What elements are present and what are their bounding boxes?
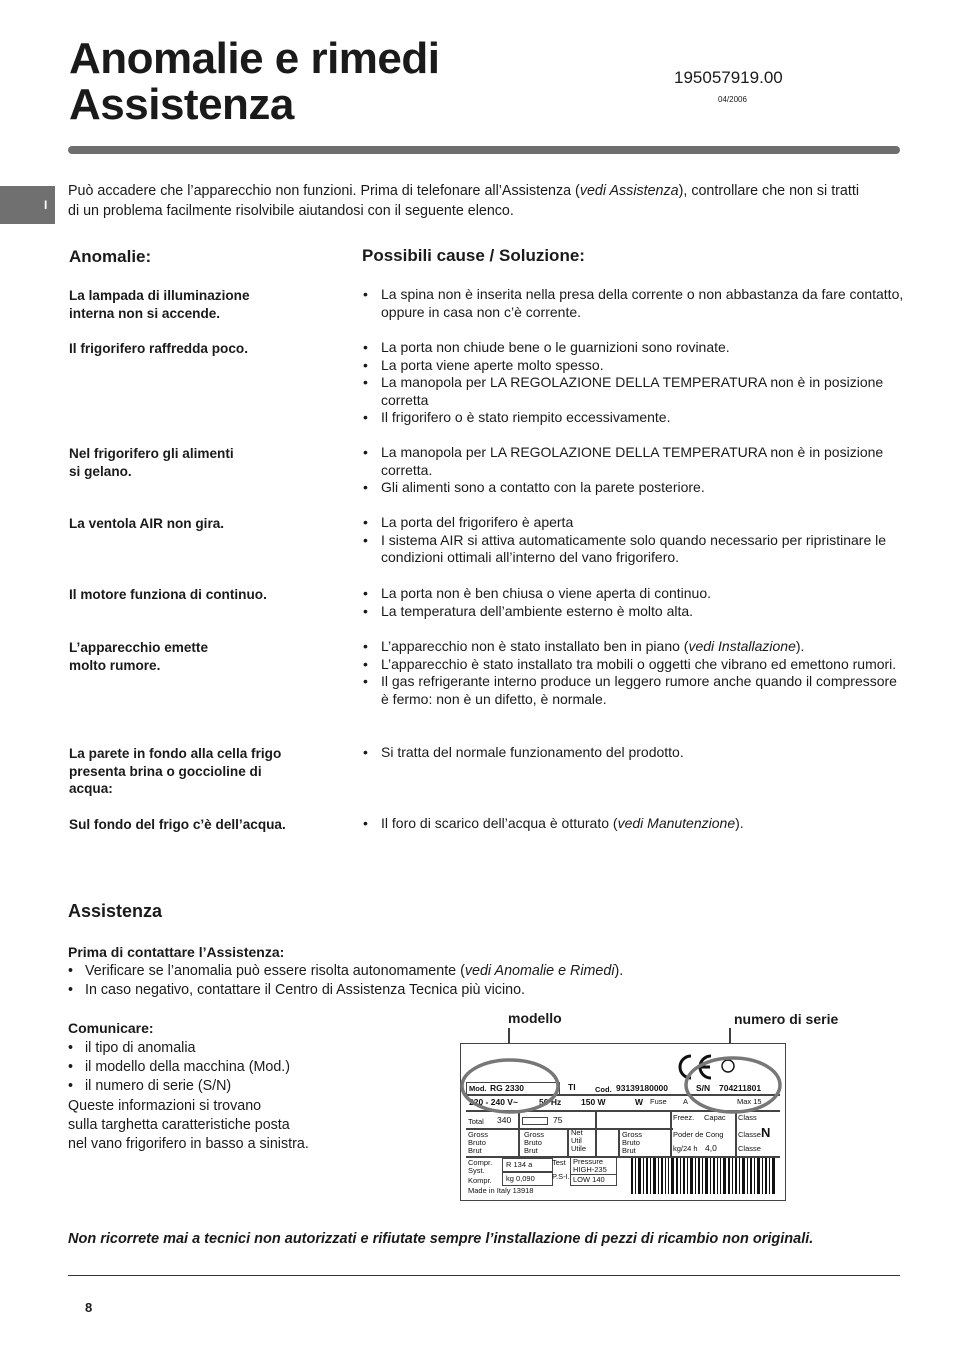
cause-item [362, 357, 907, 375]
model-label: modello [508, 1010, 562, 1026]
anomaly-text: L’apparecchio emette molto rumore. [69, 640, 209, 673]
communicate-label: Comunicare: [68, 1020, 154, 1036]
side-tab-label: I [44, 198, 48, 212]
communicate-list [68, 1039, 418, 1096]
cause-item [362, 532, 907, 567]
cause-text-end: ). [735, 815, 744, 831]
gross-label-3: Gross Bruto Brut [622, 1130, 643, 1155]
total-value: 340 [497, 1115, 512, 1125]
low-value: LOW 140 [573, 1175, 605, 1184]
cause-text-end: ). [795, 638, 805, 654]
total-label: Total [468, 1117, 484, 1126]
w2-value: W [635, 1097, 644, 1107]
anomaly-text: Il motore funziona di continuo. [69, 587, 267, 602]
cause-text: Gli alimenti sono a contatto con la parete posteriore. [381, 479, 705, 495]
before-contact-text-end: ). [614, 963, 624, 979]
anomaly-text: Sul fondo del frigo c’è dell’acqua. [69, 817, 286, 832]
star-rating-box [522, 1117, 548, 1125]
cause-text: La manopola per LA REGOLAZIONE DELLA TEMPERATURA non è in posizione corretta [381, 374, 884, 408]
freez-label: Freez. [673, 1113, 695, 1122]
classe-label-2: Classe [738, 1144, 761, 1153]
before-contact-list [68, 962, 908, 1000]
cause-text: Si tratta del normale funzionamento del prodotto. [381, 744, 684, 760]
model-highlight-ellipse [458, 1055, 562, 1117]
communicate-item: • il modello della macchina (Mod.) [68, 1058, 418, 1077]
voltage-value: 220 - 240 V~ [469, 1097, 518, 1107]
before-contact-item [68, 981, 908, 1000]
cause-item [362, 673, 907, 708]
cause-reference: vedi Installazione [688, 638, 796, 654]
intro-paragraph [68, 181, 868, 221]
pressure-value: Pressure HIGH-235 [573, 1157, 607, 1174]
causes-list [362, 444, 907, 497]
before-contact-label: Prima di contattare l’Assistenza: [68, 944, 285, 960]
cause-text: Il frigorifero o è stato riempito eccessivamente. [381, 409, 671, 425]
cause-item [362, 514, 907, 532]
cause-item [362, 339, 907, 357]
gross-label-1: Gross Bruto Brut [468, 1130, 489, 1155]
sn-label: S/N [696, 1083, 711, 1093]
communicate-item: • il numero di serie (S/N) [68, 1077, 418, 1096]
anomalies-heading: Anomalie: [69, 247, 152, 266]
kompr-label: Kompr. [468, 1176, 492, 1185]
cause-item [362, 585, 907, 603]
cause-item [362, 374, 907, 409]
mod-value: RG 2330 [490, 1083, 525, 1093]
language-side-tab [0, 186, 55, 224]
cause-text: La porta non è ben chiusa o viene aperta di continuo. [381, 585, 712, 601]
kg24-label: kg/24 h [673, 1144, 698, 1153]
causes-list [362, 744, 907, 762]
test-label: Test [552, 1158, 566, 1167]
cause-text: L’apparecchio non è stato installato ben in piano ( [381, 638, 689, 654]
cause-reference: vedi Manutenzione [617, 815, 736, 831]
kg-value: kg 0,090 [506, 1174, 535, 1183]
capac-label: Capac [704, 1113, 726, 1122]
causes-list [362, 286, 907, 321]
gross-label-2: Gross Bruto Brut [524, 1130, 545, 1155]
anomaly-text: Il frigorifero raffredda poco. [69, 341, 249, 356]
cod-label: Cod. [595, 1085, 612, 1094]
cause-item [362, 815, 907, 833]
cause-item [362, 656, 907, 674]
cause-item [362, 409, 907, 427]
hz-value: 50 Hz [539, 1097, 562, 1107]
cause-text: La porta non chiude bene o le guarnizioni sono rovinate. [381, 339, 730, 355]
fuse-label: Fuse [650, 1097, 667, 1106]
watt-value: 150 W [581, 1097, 606, 1107]
before-contact-text: Verificare se l’anomalia può essere risolta autonomamente ( [85, 963, 465, 979]
cause-text: La temperatura dell’ambiente esterno è molto alta. [381, 602, 694, 619]
net-label: Net Util Utile [571, 1128, 587, 1153]
cause-item [362, 603, 907, 621]
plate-vrule-1 [518, 1112, 520, 1158]
mod-label: Mod. [469, 1084, 487, 1093]
sn-value: 704211801 [719, 1083, 762, 1093]
plate-vrule-3 [595, 1112, 597, 1158]
made-in-label: Made in Italy 13918 [468, 1186, 534, 1195]
title-line-1: Anomalie e rimedi [69, 34, 440, 83]
page-title [69, 36, 440, 128]
cause-text: La porta del frigorifero è aperta [381, 514, 574, 530]
barcode-icon [631, 1158, 779, 1196]
warning-note: Non ricorrete mai a tecnici non autorizzati e rifiutate sempre l’installazione di pezzi di ricambio non originali. [68, 1231, 814, 1247]
total-value-2: 75 [553, 1115, 563, 1125]
cause-item [362, 286, 907, 321]
serial-number-label: numero di serie [734, 1011, 839, 1027]
intro-text-end: ), controllare che non si tratti di un problema facilmente risolvibile aiutandosi con il seguente elenco. [68, 183, 860, 219]
anomaly-text: Nel frigorifero gli alimenti si gelano. [69, 446, 234, 479]
before-contact-reference: vedi Anomalie e Rimedi [464, 963, 615, 979]
causes-list [362, 514, 907, 567]
plate-vrule-4 [618, 1128, 620, 1158]
intro-text: Può accadere che l’apparecchio non funzioni. Prima di telefonare all’Assistenza ( [68, 183, 580, 199]
causes-list [362, 638, 907, 708]
cause-item [362, 444, 907, 479]
amp-label: A [683, 1097, 689, 1106]
causes-list [362, 585, 907, 620]
psi-label: P.S-I. [552, 1172, 570, 1181]
before-contact-text: In caso negativo, contattare il Centro di Assistenza Tecnica più vicino. [85, 982, 526, 998]
cause-text: Il foro di scarico dell’acqua è otturato ( [381, 815, 618, 831]
compr-label: Compr. Syst. [468, 1158, 493, 1175]
cause-item [362, 638, 907, 656]
classe-label: Classe [738, 1130, 761, 1139]
document-date: 04/2006 [718, 95, 747, 104]
document-number: 195057919.00 [674, 68, 783, 87]
cause-text: La spina non è inserita nella presa della corrente o non abbastanza da fare contatto, oppure in casa non c’è corrente. [381, 286, 904, 320]
cause-text: La porta viene aperte molto spesso. [381, 356, 604, 373]
poder-label: Poder de Cong [673, 1130, 724, 1139]
plate-vrule-2 [567, 1128, 569, 1158]
classe-value: N [761, 1125, 771, 1140]
anomaly-text: La lampada di illuminazione interna non si accende. [69, 288, 250, 321]
cause-text: I sistema AIR si attiva automaticamente solo quando necessario per ripristinare le condizioni ottimali all’interno del vano frigorifero. [381, 531, 887, 565]
cause-text: Il gas refrigerante interno produce un leggero rumore anche quando il compressore è fermo: non è un difetto, è normale. [381, 673, 897, 707]
cause-item [362, 479, 907, 497]
class-label: Class [738, 1113, 757, 1122]
before-contact-item [68, 962, 908, 981]
assistenza-heading: Assistenza [68, 901, 163, 921]
causes-list [362, 339, 907, 427]
anomaly-text: La ventola AIR non gira. [69, 516, 225, 531]
plate-vrule-5 [670, 1110, 672, 1158]
serial-highlight-ellipse [682, 1053, 784, 1117]
ti-value: TI [568, 1082, 576, 1092]
footer-divider [68, 1275, 900, 1276]
plate-location-info: Queste informazioni si trovano sulla targhetta caratteristiche posta nel vano frigorifero in basso a sinistra. [68, 1098, 309, 1152]
max-label: Max 15 [737, 1097, 762, 1106]
cause-item [362, 744, 907, 762]
refrigerant-value: R 134 a [506, 1160, 533, 1169]
page-number: 8 [85, 1300, 93, 1315]
kg24-value: 4,0 [705, 1143, 717, 1153]
causes-heading: Possibili cause / Soluzione: [362, 246, 585, 265]
title-line-2: Assistenza [69, 80, 294, 129]
cause-text: La manopola per LA REGOLAZIONE DELLA TEMPERATURA non è in posizione corretta. [381, 444, 884, 478]
causes-list [362, 815, 907, 833]
cause-text: L’apparecchio è stato installato tra mobili o oggetti che vibrano ed emettono rumori. [381, 655, 897, 672]
plate-vrule-6 [735, 1110, 737, 1158]
cod-value: 93139180000 [616, 1083, 669, 1093]
anomaly-text: La parete in fondo alla cella frigo presenta brina o goccioline di acqua: [69, 746, 282, 796]
intro-reference: vedi Assistenza [579, 183, 679, 199]
header-divider-bar [68, 146, 900, 154]
communicate-item: • il tipo di anomalia [68, 1039, 418, 1058]
